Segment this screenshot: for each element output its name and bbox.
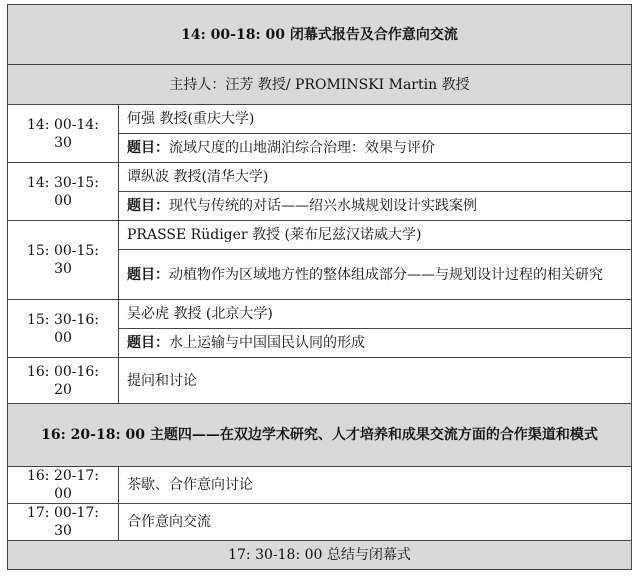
session-title-cell: [119, 192, 632, 221]
session-speaker-row: [8, 221, 632, 250]
session-time: 15: 30-16: 00: [8, 300, 119, 358]
host-row: [8, 65, 632, 105]
session-title: 现代与传统的对话——绍兴水城规划设计实践案例: [169, 198, 477, 214]
theme4-heading: 16: 20-18: 00 主题四——在双边学术研究、人才培养和成果交流方面的合作渠道和模式: [8, 404, 632, 467]
qa-text: 提问和讨论: [119, 358, 632, 404]
session-title-cell: [119, 329, 632, 358]
qa-row: [8, 358, 632, 404]
host-line: 主持人：汪芳 教授/ PROMINSKI Martin 教授: [8, 65, 632, 105]
session-speaker: PRASSE Rüdiger 教授 (莱布尼兹汉诺威大学): [119, 221, 632, 250]
closing-text: 17: 30-18: 00 总结与闭幕式: [8, 541, 632, 570]
session-title: 动植物作为区域地方性的整体组成部分——与规划设计过程的相关研究: [169, 266, 603, 283]
session-time: 15: 00-15: 30: [8, 221, 119, 300]
header-title: 14: 00-18: 00 闭幕式报告及合作意向交流: [8, 5, 632, 65]
session-time: 14: 30-15: 00: [8, 163, 119, 221]
talk-label: 题目：: [127, 266, 169, 283]
session-title-cell: [119, 134, 632, 163]
session-time: 14: 00-14: 30: [8, 105, 119, 163]
theme4-row: [8, 404, 632, 467]
session-speaker-row: [8, 105, 632, 134]
qa-time: 16: 00-16: 20: [8, 358, 119, 404]
session-speaker: 谭纵波 教授(清华大学): [119, 163, 632, 192]
session-title: 流域尺度的山地湖泊综合治理：效果与评价: [169, 140, 435, 156]
row-time: 16: 20-17: 00: [8, 467, 119, 504]
schedule-row: [8, 467, 632, 504]
row-text: 茶歇、合作意向讨论: [119, 467, 632, 504]
session-title: 水上运输与中国国民认同的形成: [169, 335, 365, 351]
closing-row: [8, 541, 632, 570]
row-text: 合作意向交流: [119, 504, 632, 541]
session-speaker-row: [8, 163, 632, 192]
header-title-row: [8, 5, 632, 65]
session-speaker-row: [8, 300, 632, 329]
session-title-cell: [119, 250, 632, 300]
talk-label: 题目：: [127, 140, 169, 156]
schedule-table: [7, 4, 632, 570]
talk-label: 题目：: [127, 198, 169, 214]
schedule-row: [8, 504, 632, 541]
row-time: 17: 00-17: 30: [8, 504, 119, 541]
session-speaker: 吴必虎 教授 (北京大学): [119, 300, 632, 329]
talk-label: 题目：: [127, 335, 169, 351]
session-speaker: 何强 教授(重庆大学): [119, 105, 632, 134]
